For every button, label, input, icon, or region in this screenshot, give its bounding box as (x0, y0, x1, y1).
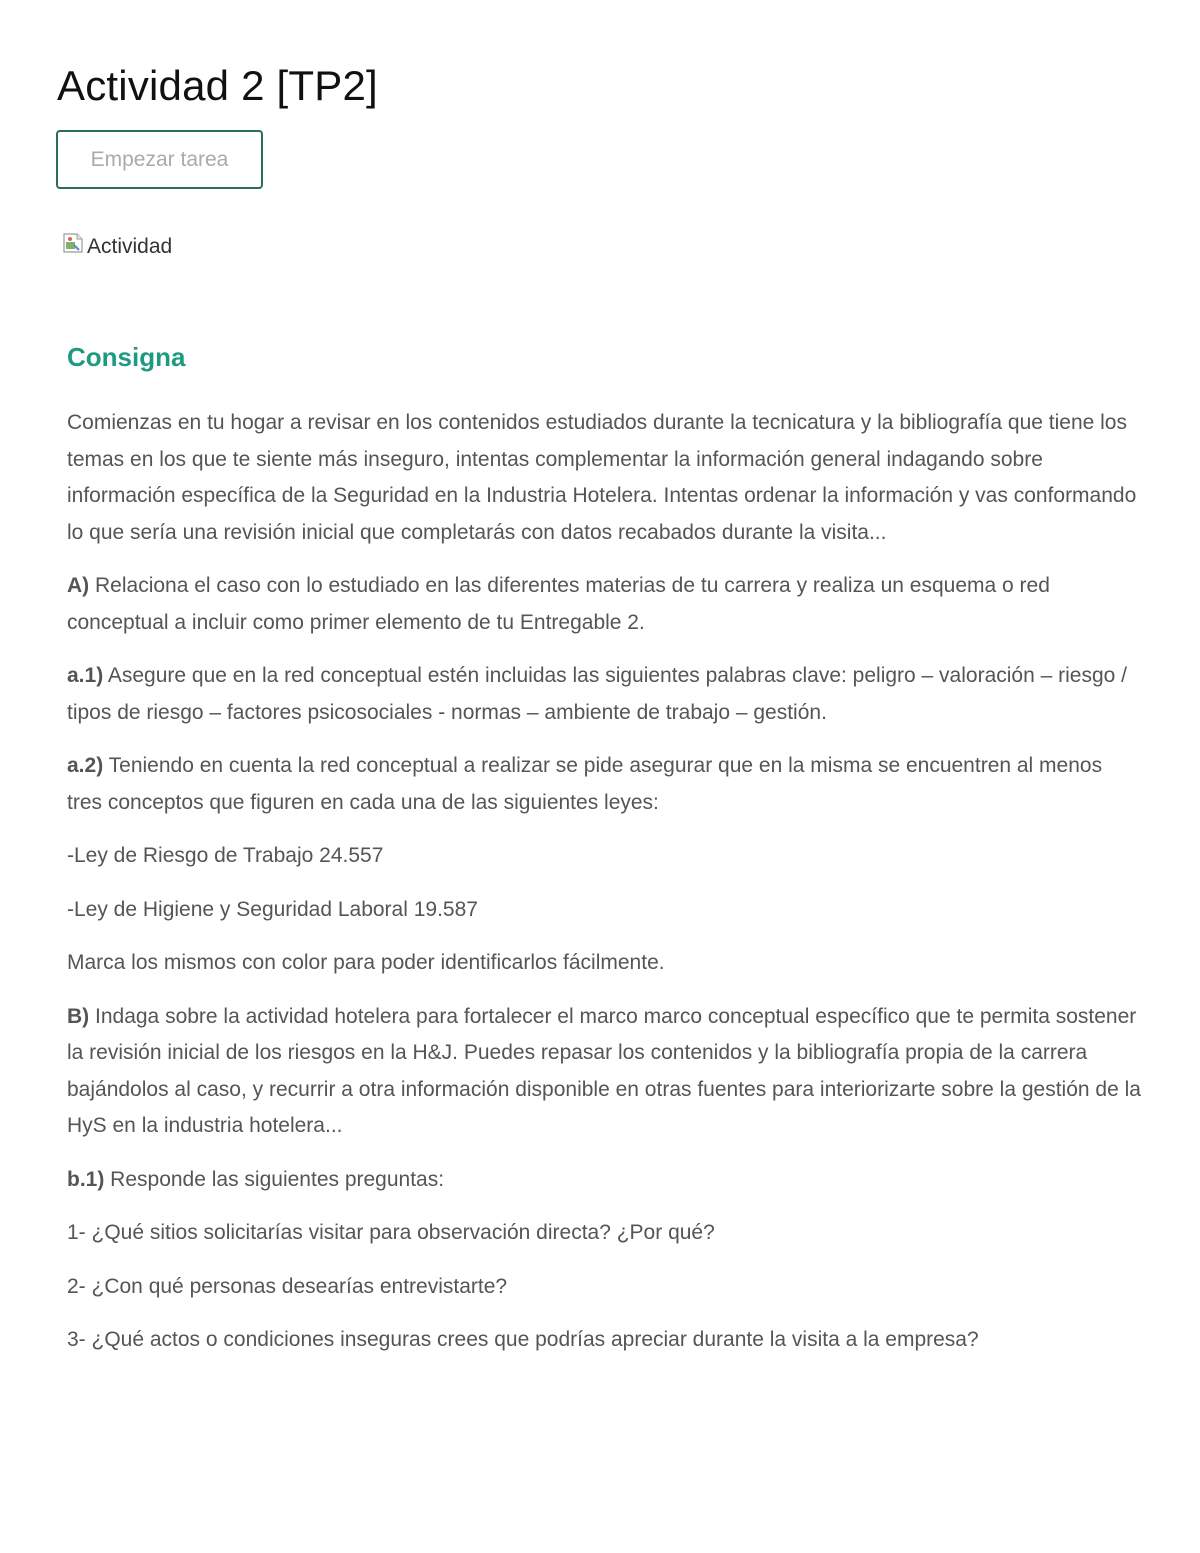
item-b-label: B) (67, 1004, 90, 1028)
item-b1-paragraph (67, 1162, 1142, 1199)
item-a2-text: Teniendo en cuenta la red conceptual a realizar se pide asegurar que en la misma se encuentren al menos tres conceptos que figuren en cada una de las siguientes leyes: (67, 754, 1103, 814)
item-a-paragraph (67, 568, 1142, 641)
consigna-heading: Consigna (67, 342, 186, 372)
item-b-text: Indaga sobre la actividad hotelera para fortalecer el marco marco conceptual específico que te permita sostener la revisión inicial de los riesgos en la H&J. Puedes repasar los contenidos y la bibliografía propia de la carrera bajándolos al caso, y recurrir a otra información disponible en otras fuentes para interiorizarte sobre la gestión de la HyS en la industria hotelera... (67, 1004, 1141, 1137)
page-title: Actividad 2 [TP2] (57, 62, 378, 109)
consigna-section (67, 335, 1142, 1376)
item-a1-label: a.1) (67, 664, 104, 687)
question-1: 1- ¿Qué sitios solicitarías visitar para observación directa? ¿Por qué? (67, 1221, 715, 1244)
item-a1-text: Asegure que en la red conceptual estén incluidas las siguientes palabras clave: peligro – valoración – riesgo / tipos de riesgo – factores psicosociales - normas – ambiente de trabajo – gestión. (67, 664, 1127, 724)
item-a-label: A) (67, 574, 90, 597)
item-b1-label: b.1) (67, 1167, 105, 1191)
question-2: 2- ¿Con qué personas desearías entrevistarte? (67, 1274, 508, 1298)
item-b1-text: Responde las siguientes preguntas: (104, 1167, 445, 1191)
item-a2-paragraph (67, 748, 1142, 821)
broken-image-icon (62, 232, 84, 254)
item-a2-label: a.2) (67, 754, 104, 777)
item-b-paragraph (67, 999, 1142, 1145)
activity-image-alt-text: Actividad (87, 235, 173, 258)
item-a1-paragraph (67, 658, 1142, 731)
intro-paragraph: Comienzas en tu hogar a revisar en los contenidos estudiados durante la tecnicatura y la bibliografía que tiene los temas en los que te siente más inseguro, intentas complementar la información general indagando sobre información específica de la Seguridad en la Industria Hotelera. Intentas ordenar la información y vas conformando lo que sería una revisión inicial que completarás con datos recabados durante la visita... (67, 411, 1137, 544)
question-3: 3- ¿Qué actos o condiciones inseguras crees que podrías apreciar durante la visita a la empresa? (67, 1328, 979, 1351)
item-a-text: Relaciona el caso con lo estudiado en las diferentes materias de tu carrera y realiza un esquema o red conceptual a incluir como primer elemento de tu Entregable 2. (67, 574, 1050, 634)
law-1: -Ley de Riesgo de Trabajo 24.557 (67, 844, 384, 867)
law-2: -Ley de Higiene y Seguridad Laboral 19.587 (67, 897, 478, 921)
start-task-button[interactable]: Empezar tarea (56, 130, 263, 189)
activity-image (62, 232, 172, 262)
mark-note: Marca los mismos con color para poder identificarlos fácilmente. (67, 951, 665, 974)
